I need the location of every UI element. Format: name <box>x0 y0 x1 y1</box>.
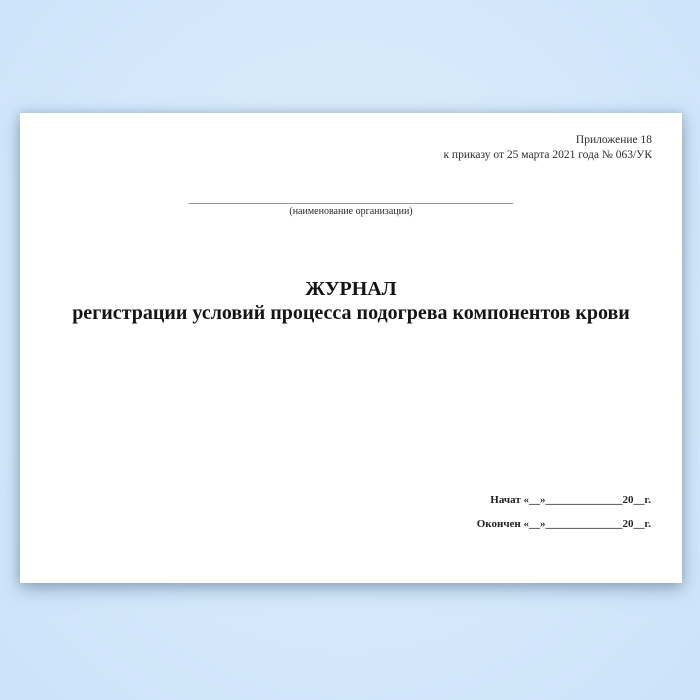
organization-caption: (наименование организации) <box>289 206 413 217</box>
journal-title: ЖУРНАЛ <box>305 278 397 300</box>
appendix-note <box>443 133 652 163</box>
date-started-line: Начат «__»______________20__г. <box>490 494 651 506</box>
title-block <box>20 278 682 325</box>
journal-cover-page <box>20 113 682 583</box>
dates-block <box>477 494 651 542</box>
appendix-note-line2: к приказу от 25 марта 2021 года № 063/УК <box>443 149 652 161</box>
date-finished-line: Окончен «__»______________20__г. <box>476 518 651 530</box>
organization-blank-line: ___________________________________________________________ <box>188 193 514 205</box>
appendix-note-line1: Приложение 18 <box>575 134 652 146</box>
journal-subtitle: регистрации условий процесса подогрева компонентов крови <box>72 302 630 324</box>
organization-block <box>20 193 682 218</box>
